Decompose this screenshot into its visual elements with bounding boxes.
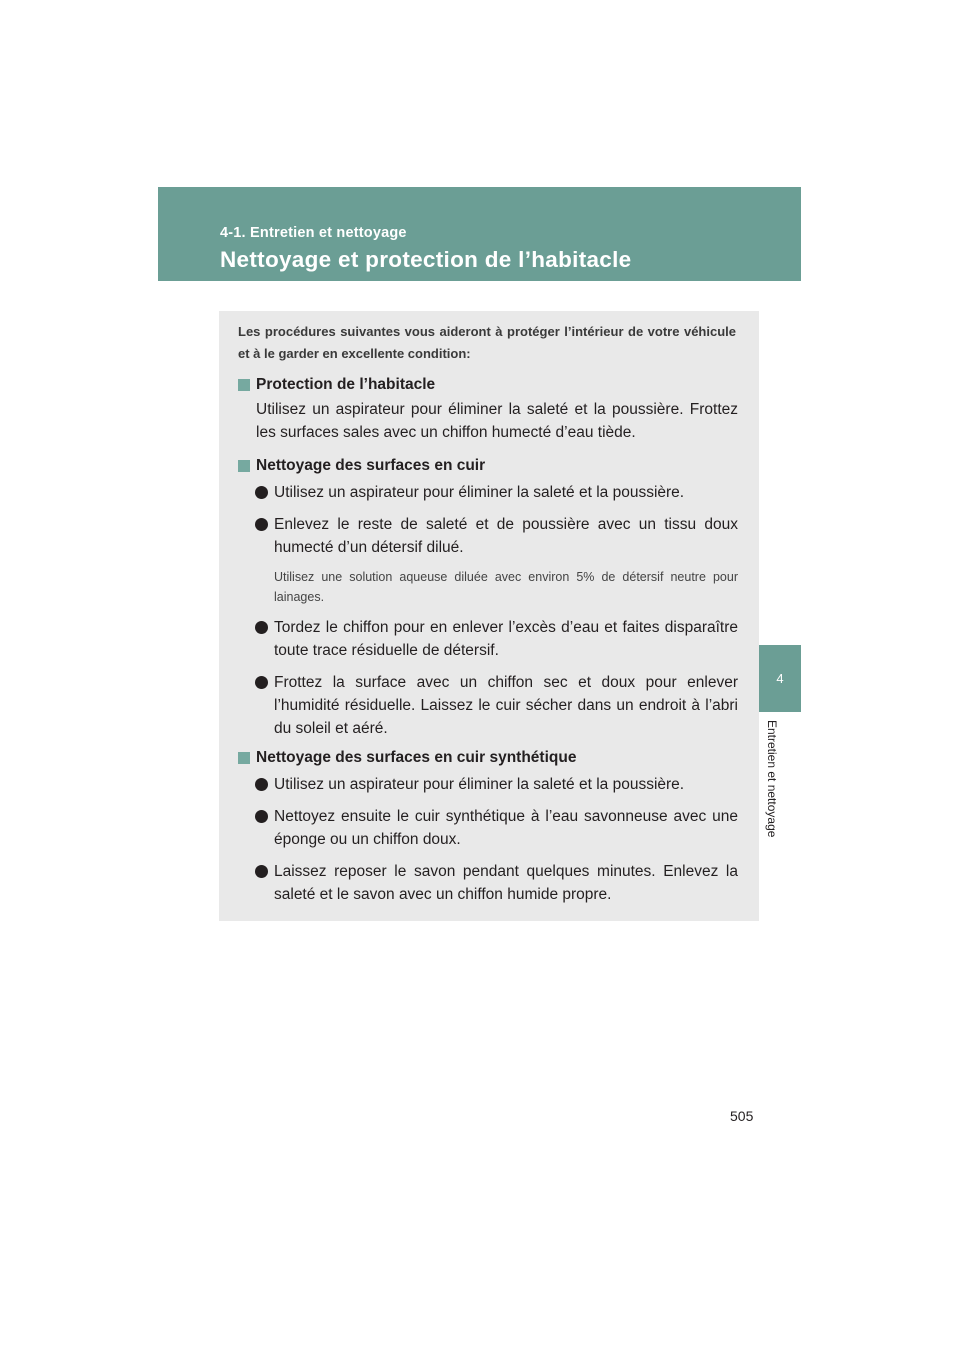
- list-item-text: Enlevez le reste de saleté et de poussière avec un tissu doux humecté d’un détersif dilué.: [274, 516, 738, 556]
- chapter-tab-number: 4: [776, 671, 784, 686]
- page-number: 505: [730, 1108, 754, 1124]
- square-bullet-icon: [238, 460, 250, 472]
- list-item-text: Utilisez un aspirateur pour éliminer la saleté et la poussière.: [274, 484, 685, 501]
- list-item: [238, 481, 738, 504]
- section-title-text: Nettoyage des surfaces en cuir: [256, 457, 486, 474]
- square-bullet-icon: [238, 379, 250, 391]
- list-item: [238, 860, 738, 906]
- note-text: Utilisez une solution aqueuse diluée avec environ 5% de détersif neutre pour lainages.: [274, 570, 738, 604]
- round-bullet-icon: [255, 810, 268, 823]
- chapter-tab-label: Entretien et nettoyage: [765, 720, 779, 838]
- list-item: [238, 513, 738, 559]
- section-label: 4-1. Entretien et nettoyage: [220, 225, 407, 241]
- round-bullet-icon: [255, 486, 268, 499]
- chapter-header: [158, 187, 801, 281]
- section-cuir: [238, 455, 738, 740]
- round-bullet-icon: [255, 676, 268, 689]
- intro-text: Les procédures suivantes vous aideront à protéger l’intérieur de votre véhicule et à le garder en excellente condition:: [238, 324, 736, 361]
- section-cuir-synthetique: [238, 747, 738, 906]
- list-item: [238, 773, 738, 796]
- round-bullet-icon: [255, 865, 268, 878]
- section-title-text: Protection de l’habitacle: [256, 376, 436, 393]
- section-title: [238, 374, 738, 396]
- list-item: [238, 805, 738, 851]
- round-bullet-icon: [255, 778, 268, 791]
- section-body: Utilisez un aspirateur pour éliminer la saleté et la poussière. Frottez les surfaces sales avec un chiffon humecté d’eau tiède.: [256, 401, 738, 441]
- list-item-text: Utilisez un aspirateur pour éliminer la saleté et la poussière.: [274, 776, 685, 793]
- round-bullet-icon: [255, 621, 268, 634]
- square-bullet-icon: [238, 752, 250, 764]
- list-item: [238, 616, 738, 662]
- round-bullet-icon: [255, 518, 268, 531]
- list-item: [238, 671, 738, 740]
- list-item-text: Frottez la surface avec un chiffon sec et doux pour enlever l’humidité résiduelle. Laissez le cuir sécher dans un endroit à l’abri du soleil et aéré.: [274, 674, 738, 737]
- chapter-tab: [759, 645, 801, 712]
- section-title: [238, 455, 738, 477]
- page-title: Nettoyage et protection de l’habitacle: [220, 247, 632, 272]
- section-title: [238, 747, 738, 769]
- section-title-text: Nettoyage des surfaces en cuir synthétique: [256, 749, 577, 766]
- section-protection: [238, 374, 738, 444]
- list-item-text: Laissez reposer le savon pendant quelques minutes. Enlevez la saleté et le savon avec un chiffon humide propre.: [274, 863, 738, 903]
- content-box: [219, 311, 759, 921]
- list-item-text: Tordez le chiffon pour en enlever l’excès d’eau et faites disparaître toute trace résiduelle de détersif.: [274, 619, 738, 659]
- list-item-text: Nettoyez ensuite le cuir synthétique à l’eau savonneuse avec une éponge ou un chiffon doux.: [274, 808, 738, 848]
